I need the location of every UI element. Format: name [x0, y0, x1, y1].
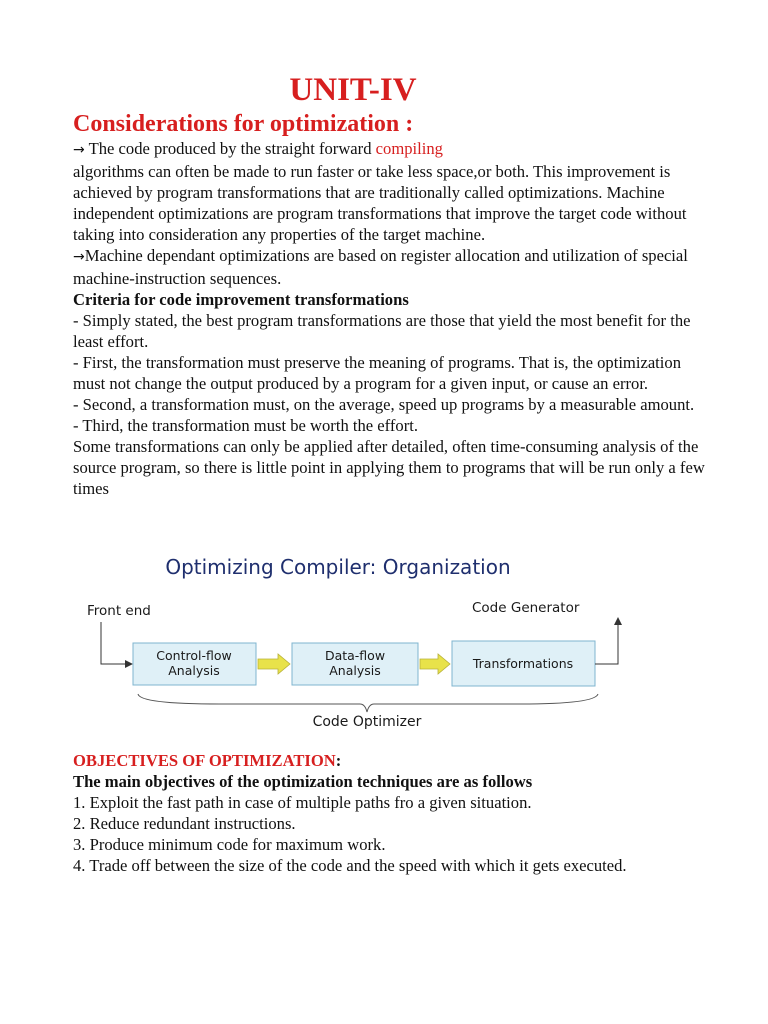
arrow-icon: → [73, 249, 85, 265]
objectives-section [73, 750, 713, 876]
data-flow-label-1: Data-flow [324, 648, 386, 663]
criteria-item: - First, the transformation must preserve the meaning of programs. That is, the optimization must not change the output produced by a program for a given input, or cause an error. [73, 353, 681, 393]
criteria-heading: Criteria for code improvement transformations [73, 290, 409, 309]
objective-item: 3. Produce minimum code for maximum work. [73, 835, 386, 854]
compiler-organization-diagram [70, 552, 650, 740]
highlight-compiling: compiling [375, 139, 443, 158]
objective-item: 4. Trade off between the size of the code and the speed with which it gets executed. [73, 856, 627, 875]
control-flow-label-1: Control-flow [156, 648, 232, 663]
page-body [73, 70, 713, 499]
objectives-heading-text: OBJECTIVES OF OPTIMIZATION [73, 751, 336, 770]
criteria-closing: Some transformations can only be applied after detailed, often time-consuming analysis of the source program, so there is little point in applying them to programs that will be run only a few times [73, 437, 705, 498]
objective-item: 1. Exploit the fast path in case of multiple paths fro a given situation. [73, 793, 532, 812]
criteria-item: - Second, a transformation must, on the average, speed up programs by a measurable amount. [73, 395, 695, 414]
transformations-label: Transformations [472, 656, 574, 671]
objectives-heading [73, 750, 713, 771]
criteria-item: - Simply stated, the best program transformations are those that yield the most benefit for the least effort. [73, 311, 691, 351]
control-flow-label-2: Analysis [168, 663, 220, 678]
diagram-title: Optimizing Compiler: Organization [165, 555, 511, 579]
data-flow-label-2: Analysis [329, 663, 381, 678]
code-generator-label: Code Generator [472, 600, 580, 616]
front-end-connector [101, 622, 132, 664]
paragraph-text: Machine dependant optimizations are based on register allocation and utilization of special machine-instruction sequences. [73, 246, 688, 288]
optimizer-brace [138, 694, 598, 712]
arrow-icon: → [73, 142, 85, 158]
paragraph-compiling [73, 138, 713, 245]
section-heading-considerations: Considerations for optimization : [73, 111, 414, 137]
block-arrow-icon [420, 654, 450, 674]
paragraph-rest: algorithms can often be made to run faster or take less space,or both. This improvement is achieved by program transformations that are traditionally called optimizations. Machine independent optimizations are program transformations that improve the target code without taking into consideration any properties of the target machine. [73, 162, 687, 244]
criteria-item: - Third, the transformation must be worth the effort. [73, 416, 419, 435]
block-arrow-icon [258, 654, 290, 674]
objectives-intro: The main objectives of the optimization techniques are as follows [73, 772, 533, 791]
paragraph-machine-dependant [73, 245, 713, 289]
code-generator-connector [595, 618, 618, 664]
front-end-label: Front end [87, 603, 151, 619]
page-title: UNIT-IV [289, 72, 417, 108]
objective-item: 2. Reduce redundant instructions. [73, 814, 296, 833]
objectives-heading-colon: : [335, 751, 342, 770]
paragraph-lead: The code produced by the straight forward [84, 139, 376, 158]
code-optimizer-label: Code Optimizer [312, 714, 422, 730]
